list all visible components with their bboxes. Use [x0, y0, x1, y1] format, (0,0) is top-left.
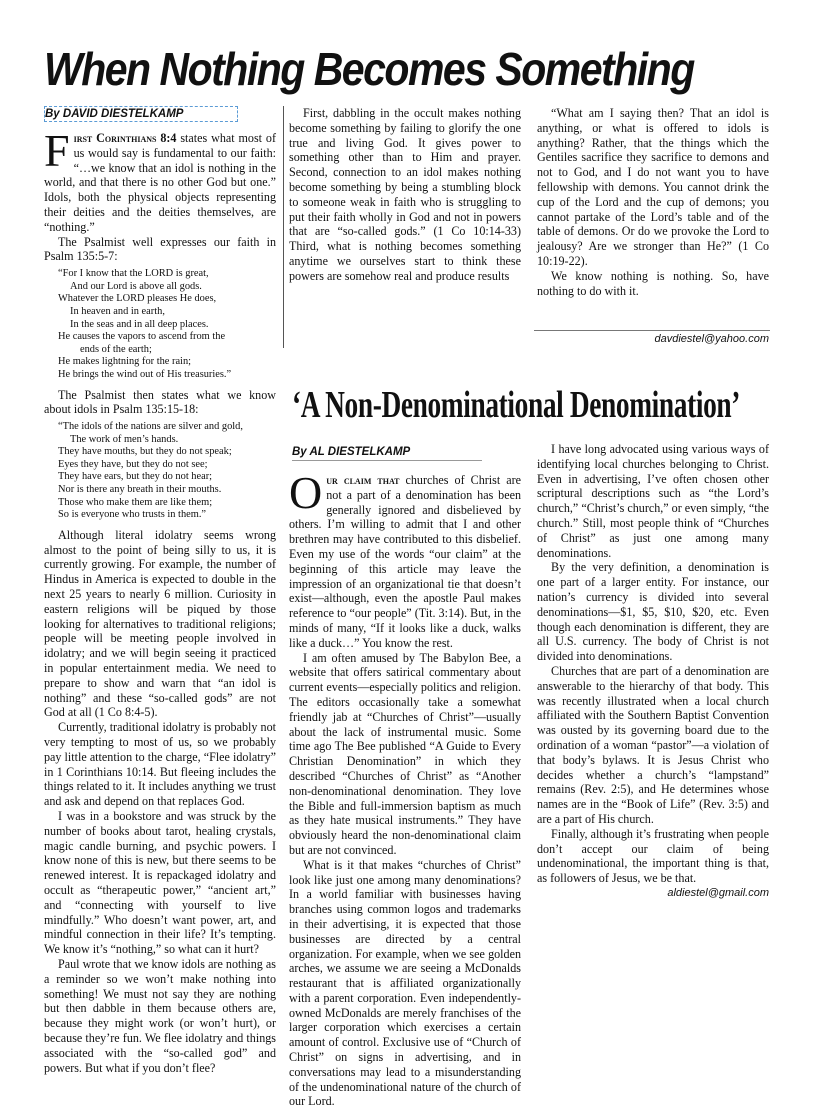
- paragraph: What is it that makes “churches of Christ” look like just one among many denominations? In a world familiar with businesses having branches using common logos and trademarks in their advertising, it is expected that those businesses are directed by a central organization. For example, when we see golden arches, we assume we are seeing a McDonalds restaurant that is affiliated organizationally with a parent corporation. Even independently-owned McDonalds are merely franchises of the larger corporation which exercises a certain amount of control. Exclusive use of “Church of Christ” on signs in advertising, and in conversations may lead to a misunderstanding of the undenominational nature of the church of our Lord.: [289, 857, 521, 1109]
- poem-line: Whatever the LORD pleases He does,: [58, 293, 217, 305]
- column-divider: [283, 106, 284, 348]
- paragraph: Churches that are part of a denomination are answerable to the hierarchy of that body. This was recently illustrated when a local church affiliated with the Southern Baptist Convention was ousted by its governing board due to the ordination of a woman “pastor”—a violation of that body’s bylaws. It is Jesus Christ who decides whether a church’s “lampstand” remains (Rev. 2:5), and He determines whose names are in the “Book of Life” (Rev. 3:5) and are a part of His church.: [537, 663, 769, 826]
- poem-line: So is everyone who trusts in them.”: [58, 509, 207, 521]
- paragraph: “What am I saying then? That an idol is anything, or what is offered to idols is anything? Rather, that the things which the Gentiles sacrifice they sacrifice to demons and not to God, and I do not want you to have fellowship with demons. You cannot drink the cup of the Lord and the cup of demons; you cannot partake of the Lord’s table and of the table of demons. Or do we provoke the Lord to jealousy? Are we stronger than He?” (1 Co 10:19-22).: [537, 106, 769, 268]
- article1-column-3: [537, 106, 769, 350]
- byline: By AL DIESTELKAMP: [292, 444, 482, 461]
- poem-line: He causes the vapors to ascend from the: [58, 331, 226, 343]
- paragraph: I am often amused by The Babylon Bee, a website that offers satirical commentary about current events—especially politics and religion. The editors occasionally take a somewhat friendly jab at “Churches of Christ”—usually about the lack of instrumental music. Some time ago The Bee published “A Guide to Every Christian Denomination” in which they described “Churches of Christ” as “Another non-denominational denomination. They love the Bible and full-immersion baptism as much as they hate musical instruments.” They have obviously heard the non-denominational claim but are not convinced.: [289, 650, 521, 857]
- poem-line: “For I know that the LORD is great,: [58, 268, 209, 280]
- drop-cap: O: [289, 467, 323, 518]
- byline: By DAVID DIESTELKAMP: [44, 106, 238, 122]
- paragraph: I was in a bookstore and was struck by the number of books about tarot, healing crystals, magic candle burning, and psychic powers. I know none of this is new, but there seems to be renewed interest. It is repackaged idolatry and occult as “therapeutic power,” “ancient art,” and “connecting with yourself to live mindfully.” Who doesn’t want power, art, and mindful connection in their life? It’s tempting. We know it’s “nothing,” so what can it hurt?: [44, 809, 276, 957]
- email-block: [537, 332, 769, 348]
- poem-line: They have ears, but they do not hear;: [58, 471, 213, 483]
- drop-cap: F: [44, 125, 70, 176]
- poem-line: ends of the earth;: [80, 343, 152, 355]
- scripture-quote: [58, 268, 276, 381]
- poem-line: Nor is there any breath in their mouths.: [58, 484, 222, 496]
- paragraph: The Psalmist well expresses our faith in Psalm 135:5-7:: [44, 234, 276, 264]
- poem-line: He brings the wind out of His treasuries.”: [58, 368, 232, 380]
- paragraph: I have long advocated using various ways of identifying local churches belonging to Christ. Even in advertising, I’ve often chosen other scriptural descriptions such as “the Lord’s church,” “Christ’s church,” or even simply, “the church.” Still, most people think of “Churches of Christ” as just one among many denominations.: [537, 442, 769, 560]
- poem-line: “The idols of the nations are silver and gold,: [58, 421, 243, 433]
- poem-line: Eyes they have, but they do not see;: [58, 458, 208, 470]
- poem-line: In the seas and in all deep places.: [70, 318, 209, 330]
- paragraph: Although literal idolatry seems wrong almost to the point of being silly to us, it is currently growing. For example, the number of Hindus in America is expected to double in the next 25 years to nearly 6 million. Curiosity in eastern religions will be piqued by those looking for alternatives to traditional religions; people will be meeting people involved in idolatry; and we will begin seeing it practiced in popular entertainment media. We need to prepare to show and warn that “an idol is nothing” and these “so-called gods” are not God at all (1 Co 8:4-5).: [44, 527, 276, 720]
- paragraph: By the very definition, a denomination is one part of a larger entity. For instance, our nation’s currency is divided into several denominations—$1, $5, $10, $20, etc. Even though each denomination is different, they are all U.S. currency. The body of Christ is not divided into denominations.: [537, 560, 769, 664]
- article-title: ‘A Non-Denominational Denomination’: [292, 384, 740, 426]
- author-email: aldiestel@gmail.com: [667, 886, 769, 899]
- poem-line: And our Lord is above all gods.: [70, 280, 202, 292]
- rule: [534, 330, 770, 331]
- poem-line: The work of men’s hands.: [70, 433, 179, 445]
- poem-line: They have mouths, but they do not speak;: [58, 446, 232, 458]
- article1-column-2: [289, 106, 521, 346]
- lead-paragraph: Our claim that churches of Christ are not a part of a denomination has been generally ignored and disbelieved by others. I’m willing to admit that I and other brethren may have contributed to this disbelief. Even my use of the words “our claim” at the beginning of this article may leave the impression of an organizational tie that doesn’t exist—although, even the apostle Paul makes reference to “our people” (Tit. 3:14). But, in the minds of many, “If it looks like a duck, walks like a duck…” You know the rest.: [289, 467, 521, 650]
- article-title: When Nothing Becomes Something: [44, 43, 694, 96]
- paragraph: Finally, although it’s frustrating when people don’t accept our claim of being undenominational, the important thing is that, as followers of Jesus, we be that.: [537, 826, 769, 886]
- article2-column-2: [537, 442, 769, 1012]
- article1-column-1: [44, 125, 276, 1075]
- paragraph: Currently, traditional idolatry is probably not very tempting to most of us, so we probably pay little attention to the charge, “Flee idolatry” in 1 Corinthians 10:14. But fleeing includes the things related to it. It includes anything we trust and ask and depend on that replaces God.: [44, 720, 276, 809]
- poem-line: Those who make them are like them;: [58, 496, 213, 508]
- article2-column-1: [289, 467, 521, 1109]
- paragraph: Paul wrote that we know idols are nothing as a reminder so we won’t make nothing into something! We must not say they are nothing but then dabble in them because others are, because they might work (or won’t hurt), or because they’re fun. We flee idolatry and things associated with the “so-called god” and powers. But what if you don’t flee?: [44, 956, 276, 1075]
- poem-line: He makes lightning for the rain;: [58, 356, 192, 368]
- paragraph: The Psalmist then states what we know about idols in Psalm 135:15-18:: [44, 387, 276, 417]
- scripture-quote: [58, 421, 276, 522]
- paragraph: We know nothing is nothing. So, have nothing to do with it.: [537, 268, 769, 298]
- poem-line: In heaven and in earth,: [70, 305, 165, 317]
- lead-paragraph: First Corinthians 8:4 states what most of us would say is fundamental to our faith: “…we know that an idol is nothing in the world, and that there is no other God but one.” Idols, both the physical objects representing their deities and the deities themselves, are “nothing.”: [44, 125, 276, 234]
- author-email: davdiestel@yahoo.com: [654, 333, 769, 345]
- paragraph: First, dabbling in the occult makes nothing become something by failing to glorify the one true and living God. It gives power to something other than to Him and prayer. Second, connection to an idol makes nothing become something by being a stumbling block to someone weak in faith who is struggling to put their faith wholly in God and not in powers that are “so-called gods.” (1 Co 10:14-33) Third, what is nothing becomes something anytime we ourselves start to think these powers are somehow real and produce results: [289, 106, 521, 283]
